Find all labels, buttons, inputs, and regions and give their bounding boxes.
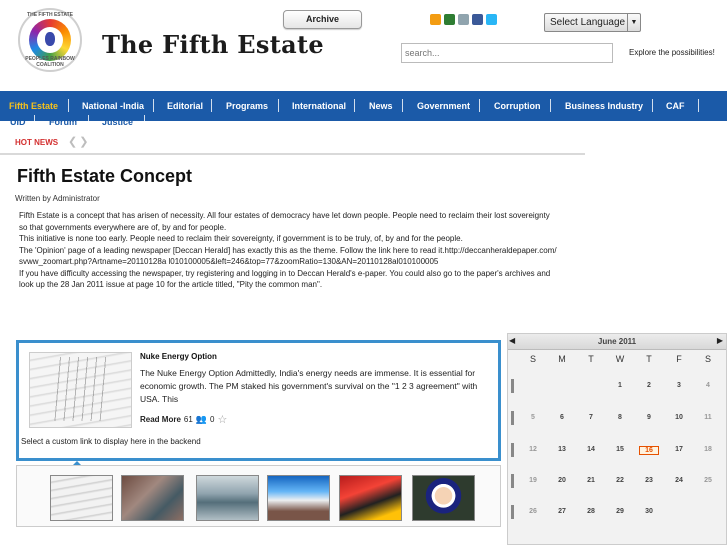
- calendar-day[interactable]: 10: [675, 414, 683, 421]
- calendar-month: June 2011: [597, 337, 637, 346]
- nav-item-government[interactable]: Government: [417, 101, 471, 111]
- nav-item-forum[interactable]: Forum: [49, 117, 77, 127]
- day-of-week: M: [558, 354, 566, 364]
- calendar-day[interactable]: 9: [647, 414, 651, 421]
- users-icon: 👥: [195, 414, 208, 424]
- nav-item-news[interactable]: News: [369, 101, 393, 111]
- slide-thumbnail[interactable]: [267, 475, 330, 521]
- search-input[interactable]: [401, 43, 613, 63]
- calendar-day[interactable]: 28: [587, 508, 595, 515]
- calendar-day[interactable]: 6: [560, 414, 564, 421]
- calendar-day[interactable]: 15: [616, 446, 624, 453]
- nav-item-corruption[interactable]: Corruption: [494, 101, 541, 111]
- slide-thumbnail[interactable]: [50, 475, 113, 521]
- article-paragraph: If you have difficulty accessing the newspaper, try registering and logging in to Deccan Herald's e-paper. You could also go to the paper's archives and look up the 28 Jan 2011 issue at page 10 for the article titled, "Pity the common man".: [19, 268, 551, 289]
- calendar-day[interactable]: 3: [677, 382, 681, 389]
- language-select[interactable]: [544, 13, 641, 32]
- slide-thumbnail[interactable]: [412, 475, 475, 521]
- week-selector[interactable]: [511, 505, 514, 519]
- article-paragraph: The 'Opinion' page of a leading newspaper [Deccan Herald] has exactly this as the theme. Follow the link here to read it.http://deccanheraldepaper.com/svww_zoomart.php?Artname=20110128a l010100005&left=246&top=77&zoomRatio=130&AN=20110128al010100005: [19, 245, 557, 266]
- share-icon[interactable]: [444, 14, 455, 25]
- article-title[interactable]: Fifth Estate Concept: [17, 166, 193, 186]
- nav-item-editorial[interactable]: Editorial: [167, 101, 204, 111]
- day-of-week: T: [646, 354, 652, 364]
- calendar-day[interactable]: 24: [675, 477, 683, 484]
- day-of-week: W: [615, 354, 625, 364]
- calendar-day[interactable]: 20: [558, 477, 566, 484]
- week-selector[interactable]: [511, 443, 514, 457]
- rss-icon[interactable]: [430, 14, 441, 25]
- twitter-icon[interactable]: [486, 14, 497, 25]
- week-selector[interactable]: [511, 411, 514, 425]
- archive-button[interactable]: Archive: [283, 10, 362, 29]
- chevron-right-icon[interactable]: ▶: [716, 336, 723, 345]
- slide-thumbnail[interactable]: [196, 475, 259, 521]
- calendar-day[interactable]: 2: [647, 382, 651, 389]
- chevron-down-icon: ▼: [627, 14, 640, 31]
- calendar-day[interactable]: 26: [529, 508, 537, 515]
- nav-item-business-industry[interactable]: Business Industry: [565, 101, 644, 111]
- nav-item-caf[interactable]: CAF: [666, 101, 685, 111]
- day-of-week: T: [588, 354, 594, 364]
- favorites-count: 0: [210, 415, 215, 424]
- calendar-day[interactable]: 17: [675, 446, 683, 453]
- social-icons: [430, 14, 497, 25]
- calendar-day[interactable]: 12: [529, 446, 537, 453]
- chevron-left-icon[interactable]: ◀: [509, 336, 516, 345]
- calendar-day[interactable]: 14: [587, 446, 595, 453]
- day-of-week: S: [529, 354, 536, 364]
- nav-item-programs[interactable]: Programs: [226, 101, 269, 111]
- nav-item-international[interactable]: International: [292, 101, 347, 111]
- views-count: 61: [183, 415, 193, 424]
- nav-item-fifth-estate[interactable]: Fifth Estate: [9, 101, 59, 111]
- custom-link-text: Select a custom link to display here in the backend: [21, 437, 201, 446]
- facebook-icon[interactable]: [472, 14, 483, 25]
- featured-title[interactable]: Nuke Energy Option: [140, 352, 217, 361]
- tagline: Explore the possibilities!: [629, 48, 715, 57]
- article-body: [19, 210, 559, 291]
- thumbnail-strip: [16, 465, 501, 527]
- hot-news-ticker: [0, 131, 585, 155]
- calendar-day[interactable]: 13: [558, 446, 566, 453]
- calendar-day[interactable]: 5: [531, 414, 535, 421]
- calendar-day[interactable]: 22: [616, 477, 624, 484]
- calendar-day[interactable]: 18: [704, 446, 712, 453]
- slide-thumbnail[interactable]: [339, 475, 402, 521]
- logo-top-text: THE FIFTH ESTATE: [27, 12, 73, 18]
- nav-item-national-india[interactable]: National -India: [82, 101, 145, 111]
- calendar-day[interactable]: 27: [558, 508, 566, 515]
- read-more-link[interactable]: Read More: [140, 415, 181, 424]
- language-select-value: Select Language: [550, 17, 626, 28]
- calendar-day[interactable]: 21: [587, 477, 595, 484]
- featured-meta: [140, 413, 227, 426]
- day-of-week: F: [676, 354, 682, 364]
- week-selector[interactable]: [511, 379, 514, 393]
- star-icon[interactable]: ☆: [217, 414, 228, 426]
- day-of-week: S: [704, 354, 711, 364]
- calendar-day[interactable]: 8: [618, 414, 622, 421]
- email-icon[interactable]: [458, 14, 469, 25]
- calendar-day[interactable]: 25: [704, 477, 712, 484]
- article-paragraph: Fifth Estate is a concept that has arisen of necessity. All four estates of democracy have let down people. People need to reclaim their lost sovereignty so that governments everywhere are of, by and for people.: [19, 211, 550, 232]
- nav-item-justice[interactable]: Justice: [102, 117, 134, 127]
- calendar-day[interactable]: 23: [645, 477, 653, 484]
- article-byline: Written by Administrator: [15, 194, 100, 203]
- calendar-widget: [507, 333, 727, 545]
- featured-text: The Nuke Energy Option Admittedly, India's energy needs are immense. It is essential for economic growth. The PM staked his government's survival on the "1 2 3 agreement" with USA. This: [140, 368, 478, 404]
- hot-news-label: HOT NEWS: [15, 138, 59, 147]
- slide-thumbnail[interactable]: [121, 475, 184, 521]
- chevron-right-icon[interactable]: ❯: [79, 136, 91, 148]
- calendar-day[interactable]: 19: [529, 477, 537, 484]
- featured-thumbnail[interactable]: [29, 352, 132, 428]
- calendar-day[interactable]: 1: [618, 382, 622, 389]
- nav-item-uid[interactable]: UID: [10, 117, 26, 127]
- calendar-day[interactable]: 30: [645, 508, 653, 515]
- article-paragraph: This initiative is none too early. People need to reclaim their sovereignty, if government is to be truly, of, by and for the people.: [19, 234, 463, 243]
- chevron-left-icon[interactable]: ❮: [68, 136, 80, 148]
- featured-article-box: [16, 340, 501, 461]
- calendar-day[interactable]: 16: [639, 446, 659, 455]
- logo-figure: [45, 32, 55, 46]
- logo-bottom-text: PEOPLES RAINBOW COALITION: [25, 56, 75, 68]
- calendar-day[interactable]: 29: [616, 508, 624, 515]
- site-logo[interactable]: [18, 8, 82, 72]
- week-selector[interactable]: [511, 474, 514, 488]
- calendar-day[interactable]: 4: [706, 382, 710, 389]
- site-title[interactable]: The Fifth Estate: [102, 30, 324, 59]
- calendar-day[interactable]: 7: [589, 414, 593, 421]
- calendar-day[interactable]: 11: [704, 414, 712, 421]
